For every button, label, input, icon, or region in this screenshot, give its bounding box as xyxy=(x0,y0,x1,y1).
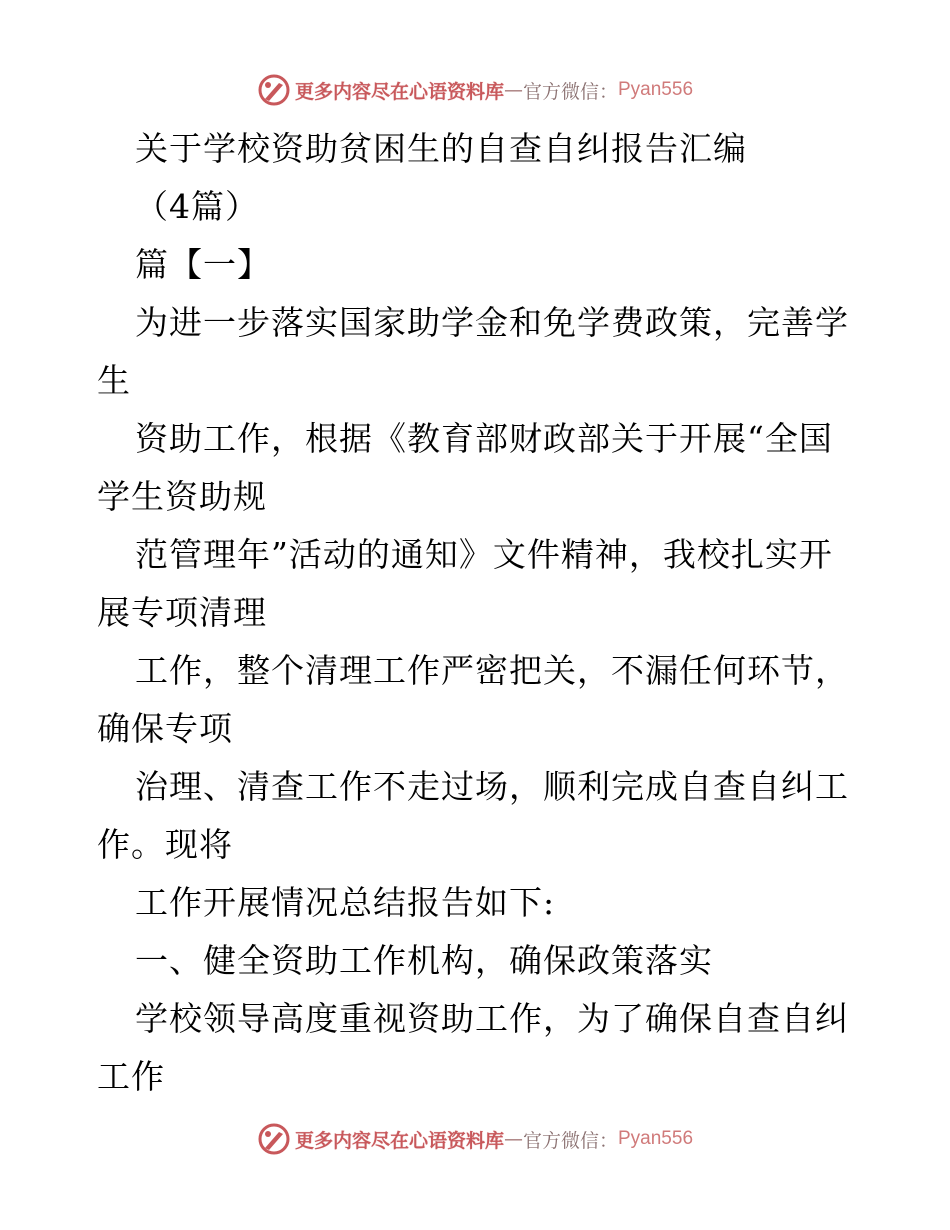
paragraph-line: 治理、清查工作不走过场，顺利完成自查自纠工 xyxy=(135,767,849,806)
paragraph-line: 学生资助规 xyxy=(97,477,267,516)
watermark-wechat-id: Pyan556 xyxy=(618,79,694,100)
section-heading: 篇【一】 xyxy=(135,245,271,284)
watermark-separator: — xyxy=(503,79,523,101)
section-subheading: 一、健全资助工作机构，确保政策落实 xyxy=(135,941,713,980)
header-watermark xyxy=(0,68,950,112)
pen-logo-icon xyxy=(257,1122,291,1156)
paragraph-line: 作。现将 xyxy=(97,825,233,864)
watermark-wechat-label: 官方微信： xyxy=(522,1129,618,1152)
document-title-count: （4篇） xyxy=(135,187,259,226)
watermark-wechat-id: Pyan556 xyxy=(618,1128,694,1149)
watermark-brand: 更多内容尽在心语资料库 xyxy=(294,80,504,103)
paragraph-line: 资助工作，根据《教育部财政部关于开展“全国 xyxy=(135,419,833,458)
paragraph-line: 范管理年”活动的通知》文件精神，我校扎实开 xyxy=(135,535,833,574)
watermark-brand: 更多内容尽在心语资料库 xyxy=(294,1129,504,1152)
paragraph-line: 为进一步落实国家助学金和免学费政策，完善学 xyxy=(135,303,849,342)
paragraph-line: 工作，整个清理工作严密把关，不漏任何环节， xyxy=(135,651,849,690)
paragraph-line: 展专项清理 xyxy=(97,593,267,632)
paragraph-line: 学校领导高度重视资助工作，为了确保自查自纠 xyxy=(135,999,849,1038)
paragraph-line: 工作开展情况总结报告如下: xyxy=(135,883,556,922)
footer-watermark xyxy=(0,1117,950,1161)
document-title: 关于学校资助贫困生的自查自纠报告汇编 xyxy=(135,129,747,168)
paragraph-line: 工作 xyxy=(97,1057,165,1096)
watermark-separator: — xyxy=(503,1128,523,1150)
paragraph-line: 生 xyxy=(97,361,131,400)
paragraph-line: 确保专项 xyxy=(97,709,233,748)
watermark-wechat-label: 官方微信： xyxy=(522,80,618,103)
pen-logo-icon xyxy=(257,73,291,107)
